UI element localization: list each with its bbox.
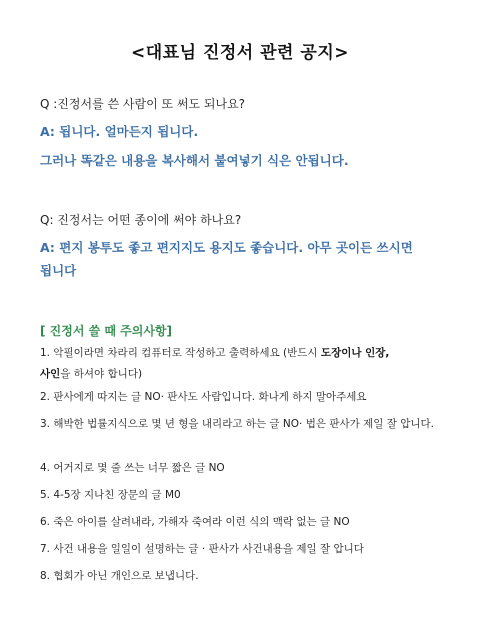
list-item-7: 7. 사건 내용을 일일이 설명하는 글 · 판사가 사건내용을 제일 잘 압니다 <box>40 543 364 555</box>
item-1-text-a: 1. 악필이라면 차라리 컴퓨터로 작성하고 출력하세요 (반드시 <box>40 347 321 359</box>
answer-1-line-1: A: 됩니다. 얼마든지 됩니다. <box>40 124 199 139</box>
answer-1-line-2: 그러나 똑같은 내용을 복사해서 붙여넣기 식은 안됩니다. <box>40 153 349 168</box>
list-item-1 <box>40 343 450 385</box>
question-1: Q :진정서를 쓴 사람이 또 써도 되나요? <box>40 97 246 111</box>
item-1-bold-a: 도장이나 인장, <box>320 347 390 359</box>
list-item-2: 2. 판사에게 따지는 글 NO· 판사도 사람입니다. 화나게 하지 말아주세요 <box>40 391 367 403</box>
item-1-text-b: 을 하셔야 합니다) <box>60 368 143 380</box>
list-item-5: 5. 4-5장 지나친 장문의 글 M0 <box>40 489 181 501</box>
item-1-bold-b: 사인 <box>40 368 61 380</box>
question-2: Q: 진정서는 어떤 종이에 써야 하나요? <box>40 213 242 227</box>
page-title: <대표님 진정서 관련 공지> <box>131 43 349 63</box>
answer-2-line-1: A: 편지 봉투도 좋고 편지지도 용지도 좋습니다. 아무 곳이든 쓰시면 <box>40 240 413 255</box>
list-item-3: 3. 해박한 법률지식으로 몇 년 형을 내리라고 하는 글 NO· 법은 판사가 제일 잘 압니다. <box>40 418 434 430</box>
list-item-6: 6. 죽은 아이를 살려내라, 가해자 죽여라 이런 식의 맥락 없는 글 NO <box>40 516 350 528</box>
section-title: [ 진정서 쓸 때 주의사항] <box>40 324 173 338</box>
list-item-4: 4. 어거지로 몇 줄 쓰는 너무 짧은 글 NO <box>40 462 225 474</box>
answer-2-line-2: 됩니다 <box>40 263 77 278</box>
list-item-8: 8. 협회가 아닌 개인으로 보냅니다. <box>40 570 199 582</box>
